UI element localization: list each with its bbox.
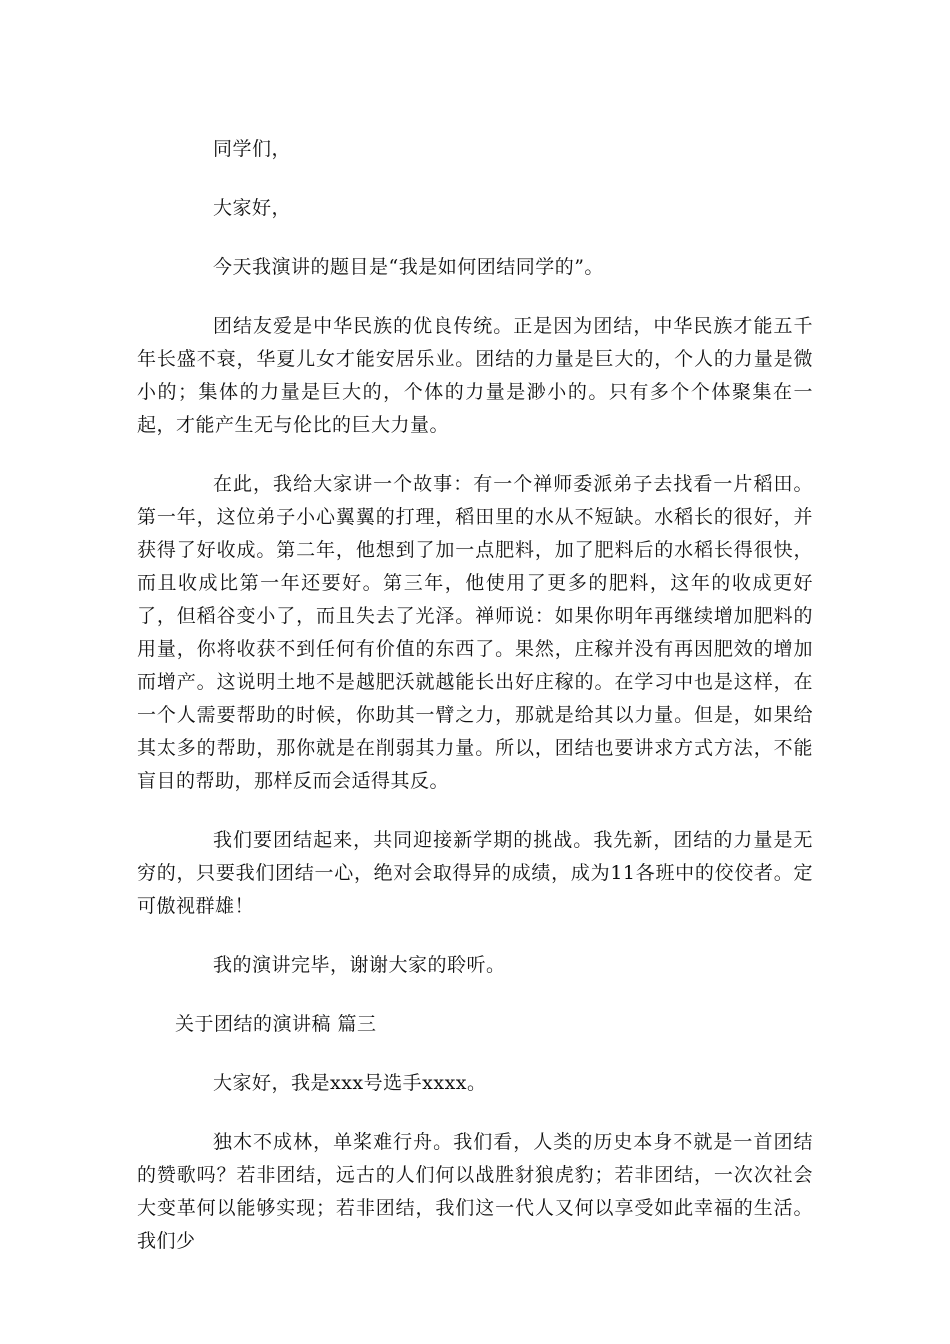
paragraph-closing: 我的演讲完毕，谢谢大家的聆听。 — [213, 954, 506, 976]
paragraph-topic: 今天我演讲的题目是“我是如何团结同学的”。 — [213, 256, 604, 278]
document-body — [137, 133, 813, 1284]
section-title: 关于团结的演讲稿 篇三 — [175, 1013, 377, 1035]
paragraph-history-unity: 独木不成林，单桨难行舟。我们看，人类的历史本身不就是一首团结的赞歌吗？若非团结，远古的人们何以战胜豺狼虎豹；若非团结，一次次社会大变革何以能够实现；若非团结，我们这一代人又何以享受如此幸福的生活。我们少 — [137, 1131, 813, 1252]
paragraph-unity-tradition: 团结友爱是中华民族的优良传统。正是因为团结，中华民族才能五千年长盛不衰，华夏儿女才能安居乐业。团结的力量是巨大的，个人的力量是微小的；集体的力量是巨大的，个体的力量是渺小的。只有多个个体聚集在一起，才能产生无与伦比的巨大力量。 — [137, 315, 813, 436]
paragraph-contestant-intro: 大家好，我是xxx号选手xxxx。 — [213, 1072, 487, 1094]
paragraph-greeting-classmates: 同学们， — [213, 138, 292, 160]
paragraph-rice-field-story: 在此，我给大家讲一个故事：有一个禅师委派弟子去找看一片稻田。第一年，这位弟子小心翼翼的打理，稻田里的水从不短缺。水稻长的很好，并获得了好收成。第二年，他想到了加一点肥料，加了肥料后的水稻长得很快，而且收成比第一年还要好。第三年，他使用了更多的肥料，这年的收成更好了，但稻谷变小了，而且失去了光泽。禅师说：如果你明年再继续增加肥料的用量，你将收获不到任何有价值的东西了。果然，庄稼并没有再因肥效的增加而增产。这说明土地不是越肥沃就越能长出好庄稼的。在学习中也是这样，在一个人需要帮助的时候，你助其一臂之力，那就是给其以力量。但是，如果给其太多的帮助，那你就是在削弱其力量。所以，团结也要讲求方式方法，不能盲目的帮助，那样反而会适得其反。 — [137, 473, 813, 792]
paragraph-new-semester: 我们要团结起来，共同迎接新学期的挑战。我先新，团结的力量是无穷的，只要我们团结一心，绝对会取得异的成绩，成为11各班中的佼佼者。定可傲视群雄！ — [137, 829, 813, 917]
paragraph-greeting-everyone: 大家好， — [213, 197, 292, 219]
